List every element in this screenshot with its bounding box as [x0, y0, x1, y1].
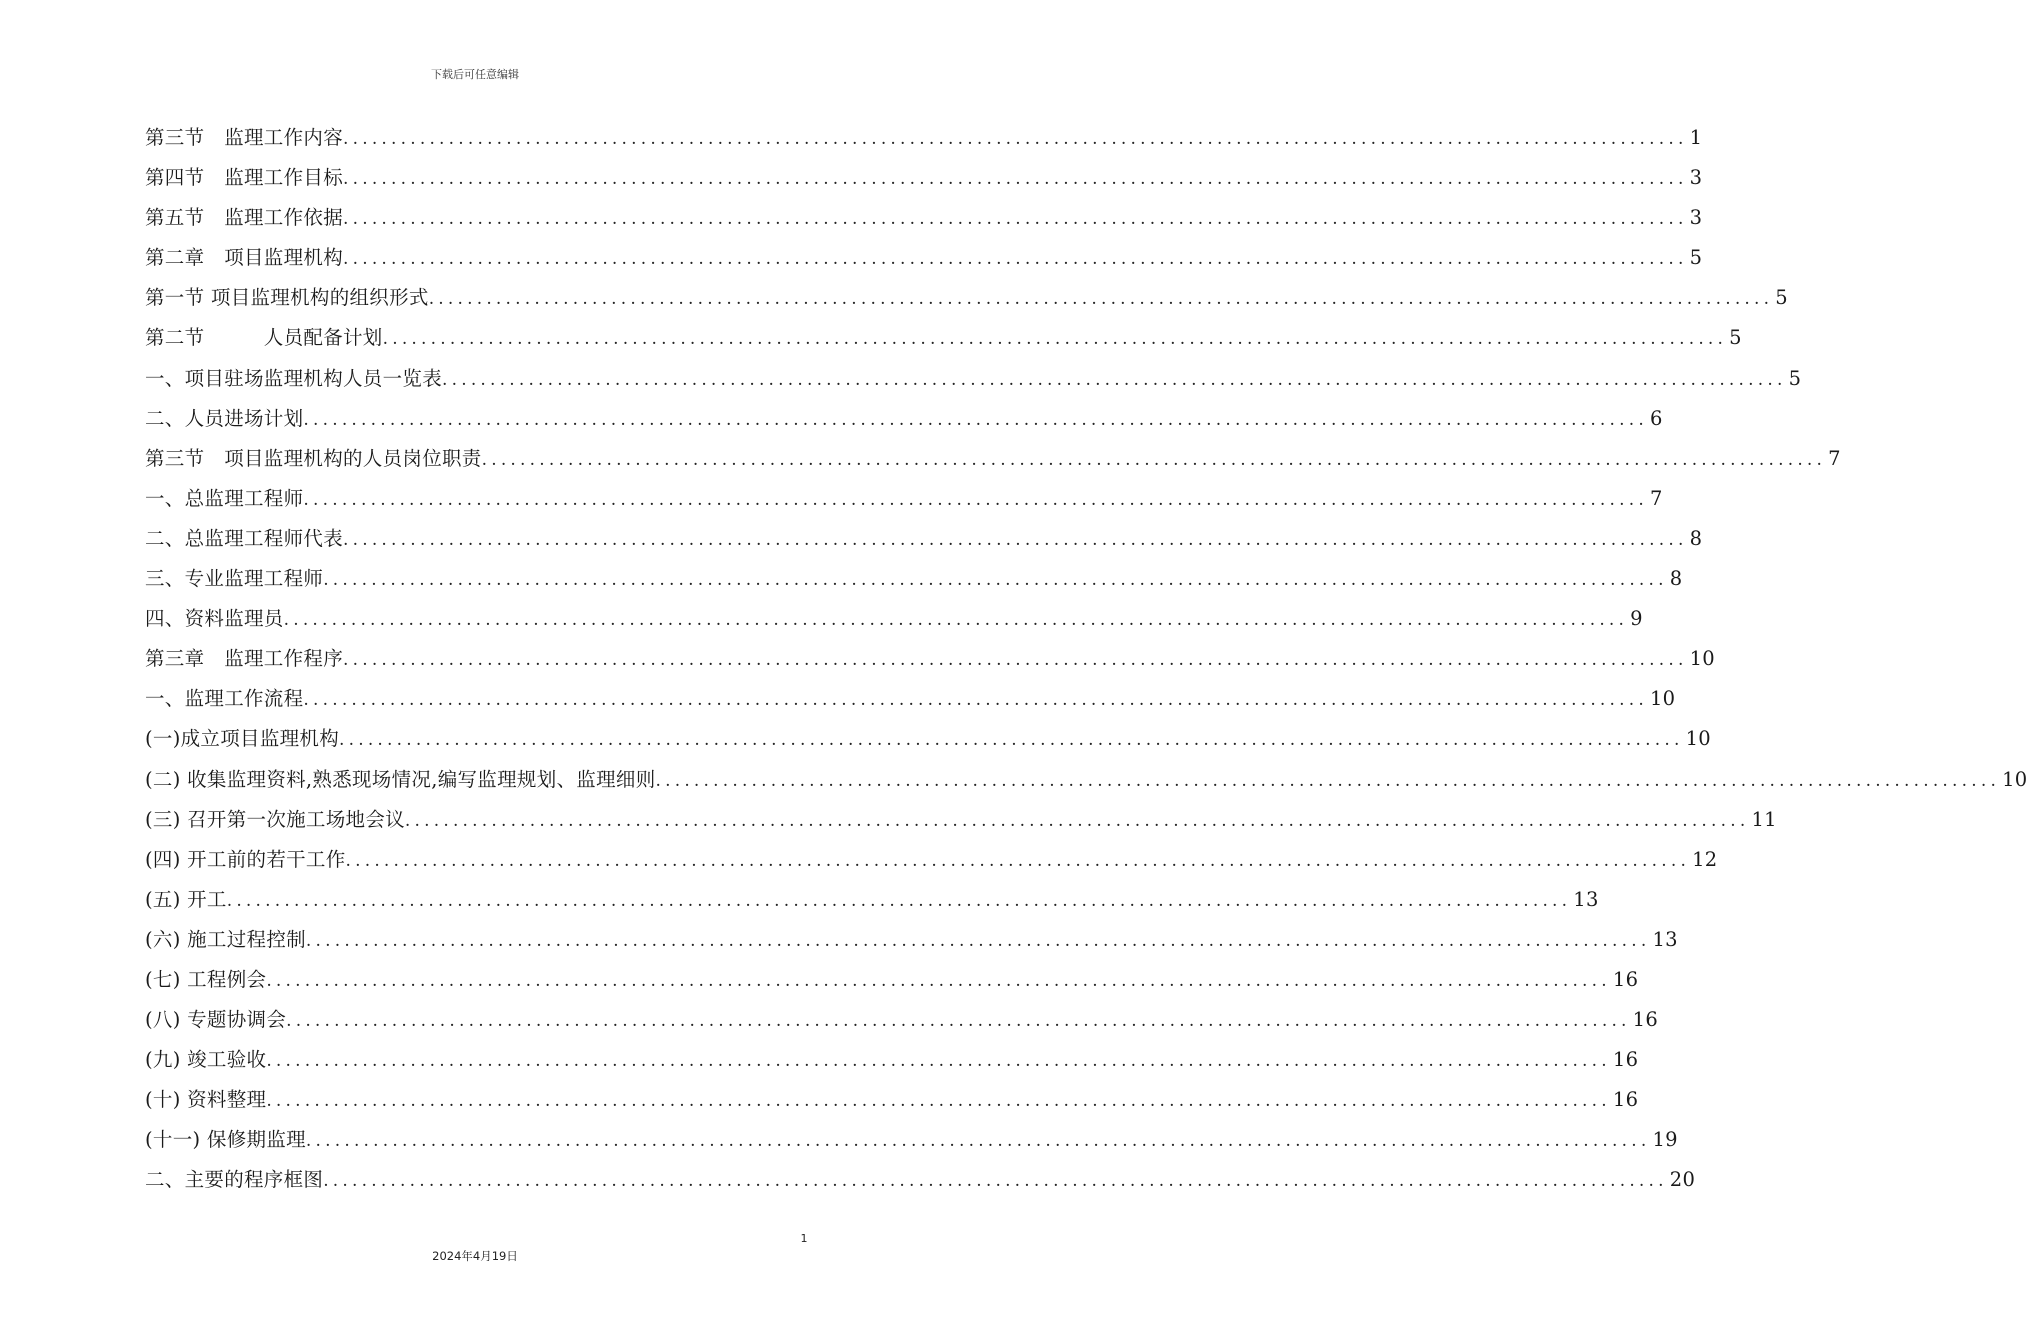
- toc-dot-leader: ............................................................................................................................................: [481, 449, 1827, 470]
- toc-entry-title: 四、资料监理员: [145, 607, 284, 631]
- toc-entry-page: 19: [1652, 1128, 1678, 1152]
- toc-entry[interactable]: [145, 1080, 1639, 1120]
- toc-entry-page: 10: [1689, 647, 1715, 671]
- toc-entry[interactable]: [145, 840, 1718, 880]
- toc-entry[interactable]: [145, 118, 1703, 158]
- toc-dot-leader: ............................................................................................................................................: [442, 369, 1787, 390]
- toc-entry-title: (二) 收集监理资料,熟悉现场情况,编写监理规划、监理细则: [145, 767, 656, 791]
- toc-entry-page: 16: [1612, 1048, 1639, 1072]
- toc-entry-page: 20: [1669, 1168, 1696, 1192]
- toc-entry[interactable]: [145, 318, 1742, 358]
- toc-entry-page: 13: [1573, 887, 1599, 911]
- footer-date: 2024年4月19日: [432, 1249, 518, 1263]
- toc-entry[interactable]: [145, 519, 1703, 559]
- toc-dot-leader: ............................................................................................................................................: [283, 610, 1629, 631]
- toc-dot-leader: ............................................................................................................................................: [303, 489, 1648, 510]
- toc-entry[interactable]: [145, 359, 1802, 399]
- toc-dot-leader: ............................................................................................................................................: [266, 970, 1611, 991]
- toc-entry[interactable]: [145, 1040, 1639, 1080]
- toc-dot-leader: ............................................................................................................................................: [305, 1131, 1651, 1152]
- toc-entry[interactable]: [145, 158, 1703, 198]
- toc-entry-page: 7: [1828, 446, 1841, 470]
- toc-entry[interactable]: [145, 920, 1678, 960]
- toc-entry[interactable]: [145, 800, 1777, 840]
- toc-entry-page: 12: [1692, 847, 1718, 871]
- toc-dot-leader: ............................................................................................................................................: [303, 690, 1648, 711]
- toc-dot-leader: ............................................................................................................................................: [286, 1011, 1631, 1032]
- toc-entry-page: 10: [2002, 767, 2027, 791]
- toc-dot-leader: ............................................................................................................................................: [323, 1171, 1668, 1192]
- toc-entry-page: 5: [1775, 286, 1788, 310]
- toc-entry-title: 一、监理工作流程: [145, 687, 304, 711]
- toc-entry-page: 16: [1612, 967, 1639, 991]
- toc-entry[interactable]: [145, 238, 1703, 278]
- toc-entry-title: 第二章 项目监理机构: [145, 246, 344, 270]
- toc-entry-title: 第一节 项目监理机构的组织形式: [145, 286, 429, 310]
- toc-entry-page: 5: [1788, 366, 1802, 390]
- toc-dot-leader: ............................................................................................................................................: [428, 289, 1774, 310]
- toc-entry-page: 3: [1689, 166, 1703, 190]
- toc-entry-page: 8: [1669, 567, 1683, 591]
- toc-entry-title: 二、人员进场计划: [145, 406, 304, 430]
- toc-entry-page: 11: [1751, 807, 1777, 831]
- toc-dot-leader: ............................................................................................................................................: [404, 810, 1750, 831]
- toc-entry-title: (七) 工程例会: [145, 967, 267, 991]
- toc-entry-page: 5: [1729, 326, 1742, 350]
- toc-entry-title: (一)成立项目监理机构: [145, 727, 340, 751]
- toc-entry-page: 8: [1689, 526, 1703, 550]
- toc-entry[interactable]: [145, 880, 1599, 920]
- toc-entry-page: 16: [1632, 1008, 1659, 1032]
- toc-dot-leader: ............................................................................................................................................: [655, 770, 2001, 791]
- toc-entry-title: 第四节 监理工作目标: [145, 166, 344, 190]
- toc-entry-title: (五) 开工: [145, 887, 227, 911]
- page-number: 1: [800, 1232, 808, 1245]
- toc-entry[interactable]: [145, 760, 2027, 800]
- toc-entry-title: 第三章 监理工作程序: [145, 647, 344, 671]
- toc-entry-page: 6: [1649, 406, 1663, 430]
- toc-entry-page: 10: [1649, 687, 1676, 711]
- toc-entry[interactable]: [145, 198, 1703, 238]
- toc-entry[interactable]: [145, 559, 1683, 599]
- toc-dot-leader: ............................................................................................................................................: [305, 930, 1651, 951]
- toc-entry-title: (十一) 保修期监理: [145, 1128, 306, 1152]
- toc-dot-leader: ............................................................................................................................................: [323, 570, 1668, 591]
- toc-dot-leader: ............................................................................................................................................: [226, 890, 1572, 911]
- toc-entry[interactable]: [145, 1120, 1678, 1160]
- toc-entry-page: 9: [1630, 607, 1643, 631]
- toc-entry[interactable]: [145, 399, 1663, 439]
- toc-entry-title: 二、主要的程序框图: [145, 1168, 324, 1192]
- toc-entry-title: (九) 竣工验收: [145, 1048, 267, 1072]
- toc-entry-title: 一、总监理工程师: [145, 486, 304, 510]
- toc-entry-page: 7: [1649, 486, 1663, 510]
- toc-entry[interactable]: [145, 1000, 1659, 1040]
- toc-dot-leader: ............................................................................................................................................: [266, 1051, 1611, 1072]
- toc-dot-leader: ............................................................................................................................................: [345, 850, 1691, 871]
- toc-dot-leader: ............................................................................................................................................: [343, 169, 1688, 190]
- toc-entry-title: (十) 资料整理: [145, 1088, 267, 1112]
- toc-entry[interactable]: [145, 719, 1711, 759]
- toc-dot-leader: ............................................................................................................................................: [343, 249, 1688, 270]
- toc-dot-leader: ............................................................................................................................................: [266, 1091, 1611, 1112]
- toc-entry-title: 一、项目驻场监理机构人员一览表: [145, 366, 443, 390]
- toc-dot-leader: ............................................................................................................................................: [303, 409, 1648, 430]
- toc-entry-title: (八) 专题协调会: [145, 1008, 287, 1032]
- toc-entry-page: 13: [1652, 927, 1678, 951]
- toc-entry-page: 10: [1685, 727, 1711, 751]
- toc-entry-title: 三、专业监理工程师: [145, 567, 324, 591]
- toc-entry[interactable]: [145, 599, 1643, 639]
- toc-dot-leader: ............................................................................................................................................: [343, 209, 1688, 230]
- toc-entry[interactable]: [145, 1160, 1696, 1200]
- toc-dot-leader: ............................................................................................................................................: [343, 529, 1688, 550]
- toc-entry[interactable]: [145, 479, 1663, 519]
- toc-dot-leader: ............................................................................................................................................: [343, 650, 1688, 671]
- toc-entry-title: 第二节 人员配备计划: [145, 326, 383, 350]
- toc-entry-page: 3: [1689, 206, 1703, 230]
- toc-dot-leader: ............................................................................................................................................: [339, 730, 1684, 751]
- toc-entry[interactable]: [145, 960, 1639, 1000]
- toc-dot-leader: ............................................................................................................................................: [382, 329, 1728, 350]
- toc-entry-title: 二、总监理工程师代表: [145, 526, 344, 550]
- page-header: 下载后可任意编辑: [431, 68, 519, 81]
- toc-entry-title: 第三节 监理工作内容: [145, 126, 344, 149]
- table-of-contents: [145, 118, 2027, 1201]
- toc-entry-title: 第三节 项目监理机构的人员岗位职责: [145, 446, 482, 470]
- toc-entry-page: 16: [1612, 1088, 1639, 1112]
- toc-entry[interactable]: [145, 278, 1788, 318]
- toc-dot-leader: ............................................................................................................................................: [343, 129, 1688, 149]
- toc-entry-page: 5: [1689, 246, 1703, 270]
- toc-entry-title: (四) 开工前的若干工作: [145, 847, 346, 871]
- toc-entry-title: 第五节 监理工作依据: [145, 206, 344, 230]
- toc-entry-title: (三) 召开第一次施工场地会议: [145, 807, 405, 831]
- toc-entry[interactable]: [145, 439, 1841, 479]
- toc-entry[interactable]: [145, 639, 1715, 679]
- toc-entry-title: (六) 施工过程控制: [145, 927, 306, 951]
- toc-entry-page: 1: [1689, 126, 1703, 149]
- toc-entry[interactable]: [145, 679, 1676, 719]
